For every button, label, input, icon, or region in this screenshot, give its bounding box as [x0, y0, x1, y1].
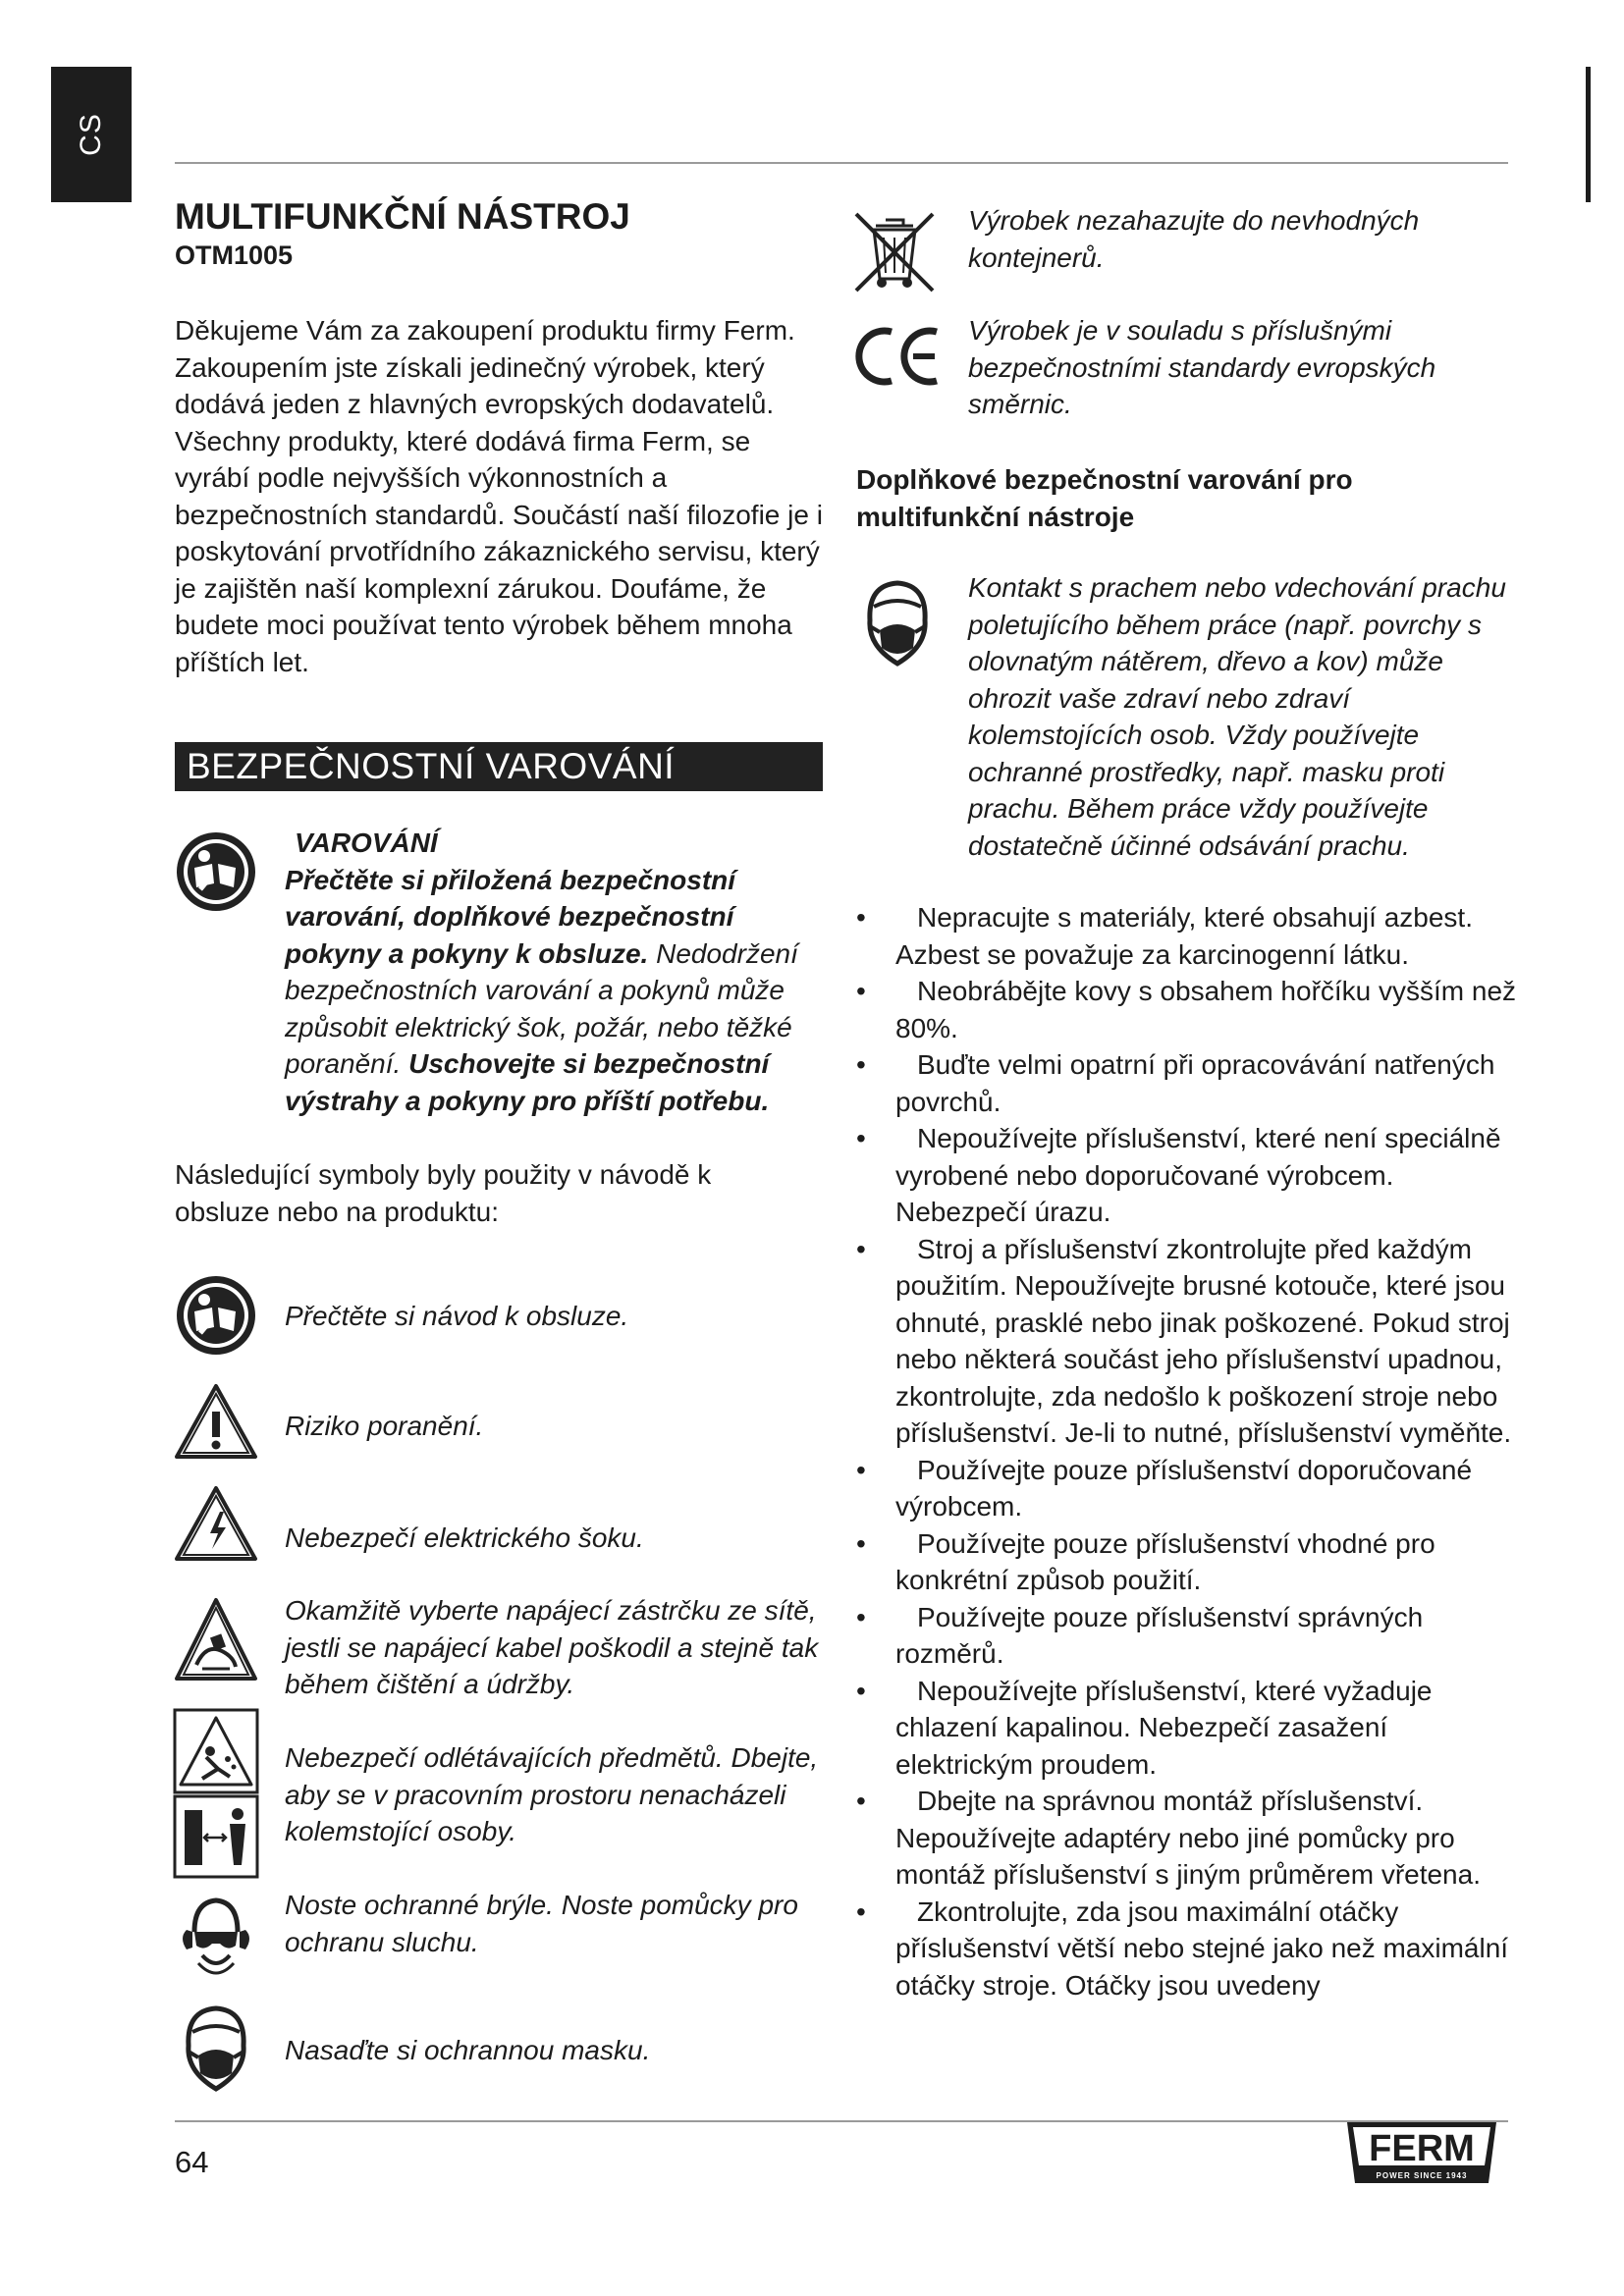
flying-debris-icon — [173, 1708, 259, 1879]
list-item — [856, 1673, 1524, 1784]
bullet-text: Nepoužívejte příslušenství, které není speciálně vyrobené nebo doporučované výrobcem. Nebezpečí úrazu. — [895, 1123, 1501, 1227]
symbols-intro: Následující symboly byly použity v návodě k obsluze nebo na produktu: — [175, 1159, 712, 1227]
bullet-text: Stroj a příslušenství zkontrolujte před každým použitím. Nepoužívejte brusné kotouče, které jsou ohnuté, prasklé nebo jinak poškozené. Pokud stroj nebo některá součást jeho příslušenství upadnou, zkontrolujte, zda nedošlo k poškození stroje nebo příslušenství. Je-li to nutné, příslušenství vyměňte. — [895, 1233, 1512, 1448]
symbol-text: Nasaďte si ochrannou masku. — [285, 2035, 651, 2065]
list-item — [856, 1046, 1524, 1120]
logo-wordmark: FERM — [1369, 2128, 1475, 2169]
list-item — [856, 1452, 1524, 1525]
section-heading — [175, 742, 823, 791]
ferm-logo — [1343, 2118, 1500, 2187]
language-code: CS — [75, 113, 107, 156]
weee-bin-icon — [850, 208, 939, 294]
edge-marker — [1586, 67, 1591, 202]
warning-block — [285, 825, 835, 1119]
warning-triangle-icon — [173, 1382, 259, 1461]
list-item — [856, 1231, 1524, 1452]
warning-consequence: Nedodržení bezpečnostních varování a pokynů může způsobit elektrický šok, požár, nebo těžké poranění. — [285, 937, 798, 1079]
bullet-text: Používejte pouze příslušenství doporučované výrobcem. — [895, 1454, 1473, 1522]
section-heading-text: BEZPEČNOSTNÍ VAROVÁNÍ — [187, 746, 676, 786]
list-item — [856, 1599, 1524, 1673]
symbol-text: Výrobek je v souladu s příslušnými bezpečnostními standardy evropských směrnic. — [968, 315, 1436, 419]
list-item — [856, 1894, 1524, 2004]
bullet-text: Používejte pouze příslušenství vhodné pro konkrétní způsob použití. — [895, 1527, 1435, 1595]
electric-shock-icon — [173, 1484, 259, 1563]
symbol-text: Okamžitě vyberte napájecí zástrčku ze sítě, jestli se napájecí kabel poškodil a stejně tak během čištění a údržby. — [285, 1595, 819, 1699]
bullet-text: Zkontrolujte, zda jsou maximální otáčky příslušenství větší nebo stejné jako než maximální otáčky stroje. Otáčky jsou uvedeny — [895, 1896, 1509, 2001]
page-title: MULTIFUNKČNÍ NÁSTROJ — [175, 196, 630, 237]
list-item — [856, 1120, 1524, 1231]
mask-icon — [175, 2002, 257, 2097]
manual-icon — [175, 1274, 257, 1357]
symbol-text: Noste ochranné brýle. Noste pomůcky pro ochranu sluchu. — [285, 1890, 798, 1957]
list-item — [856, 1525, 1524, 1599]
mask-icon — [856, 577, 939, 671]
warning-bold-instruction: Přečtěte si přiložená bezpečnostní varování, doplňkové bezpečnostní pokyny a pokyny k obsluze. — [285, 864, 736, 969]
warning-heading: VAROVÁNÍ — [295, 828, 438, 858]
ce-mark-icon — [850, 322, 945, 391]
list-item — [856, 899, 1524, 973]
list-item — [856, 1783, 1524, 1894]
sub-heading: Doplňkové bezpečnostní varování pro multifunkční nástroje — [856, 464, 1353, 532]
bullet-text: Nepracujte s materiály, které obsahují azbest. Azbest se považuje za karcinogenní látku. — [895, 902, 1473, 970]
top-divider — [175, 162, 1508, 164]
model-number: OTM1005 — [175, 240, 294, 270]
bullet-text: Neobrábějte kovy s obsahem hořčíku vyšším než 80%. — [895, 976, 1517, 1043]
symbol-text: Přečtěte si návod k obsluze. — [285, 1301, 629, 1331]
logo-tagline: POWER SINCE 1943 — [1376, 2171, 1468, 2180]
symbol-text: Nebezpečí odlétávajících předmětů. Dbejte, aby se v pracovním prostoru nenacházeli kolemstojící osoby. — [285, 1742, 819, 1846]
bottom-divider — [175, 2120, 1508, 2122]
unplug-icon — [173, 1596, 259, 1684]
safety-bullet-list — [856, 899, 1524, 2003]
warning-keep-instructions: Uschovejte si bezpečnostní výstrahy a pokyny pro příští potřebu. — [285, 1048, 770, 1116]
bullet-text: Dbejte na správnou montáž příslušenství. Nepoužívejte adaptéry nebo jiné pomůcky pro montáž příslušenství s jiným průměrem vřetena. — [895, 1786, 1481, 1890]
symbol-text: Nebezpečí elektrického šoku. — [285, 1522, 644, 1553]
bullet-text: Buďte velmi opatrní při opracovávání natřených povrchů. — [895, 1049, 1495, 1117]
language-tab — [51, 67, 132, 202]
manual-icon — [175, 830, 257, 913]
list-item — [856, 973, 1524, 1046]
page-number: 64 — [175, 2145, 209, 2179]
goggles-ear-icon — [175, 1893, 257, 1981]
bullet-text: Používejte pouze příslušenství správných rozměrů. — [895, 1601, 1424, 1669]
bullet-text: Nepoužívejte příslušenství, které vyžaduje chlazení kapalinou. Nebezpečí zasažení elektrickým proudem. — [895, 1675, 1433, 1780]
dust-warning-text: Kontakt s prachem nebo vdechování prachu poletujícího během práce (např. povrchy s olovnatým nátěrem, dřevo a kov) může ohrozit vaše zdraví nebo zdraví kolemstojících osob. Vždy používejte ochranné prostředky, např. masku proti prachu. Během práce vždy používejte dostatečně účinné odsávání prachu. — [968, 572, 1506, 861]
intro-paragraph: Děkujeme Vám za zakoupení produktu firmy Ferm. Zakoupením jste získali jedinečný výrobek, který dodává jeden z hlavných evropských dodavatelů. Všechny produkty, které dodává firma Ferm, se vyrábí podle nejvyšších výkonnostních a bezpečnostních standardů. Součástí naší filozofie je i poskytování prvotřídního zákaznického servisu, který je zajištěn naší komplexní zárukou. Doufáme, že budete moci používat tento výrobek během mnoha příštích let. — [175, 315, 823, 677]
symbol-text: Výrobek nezahazujte do nevhodných kontejnerů. — [968, 205, 1420, 273]
symbol-text: Riziko poranění. — [285, 1411, 484, 1441]
